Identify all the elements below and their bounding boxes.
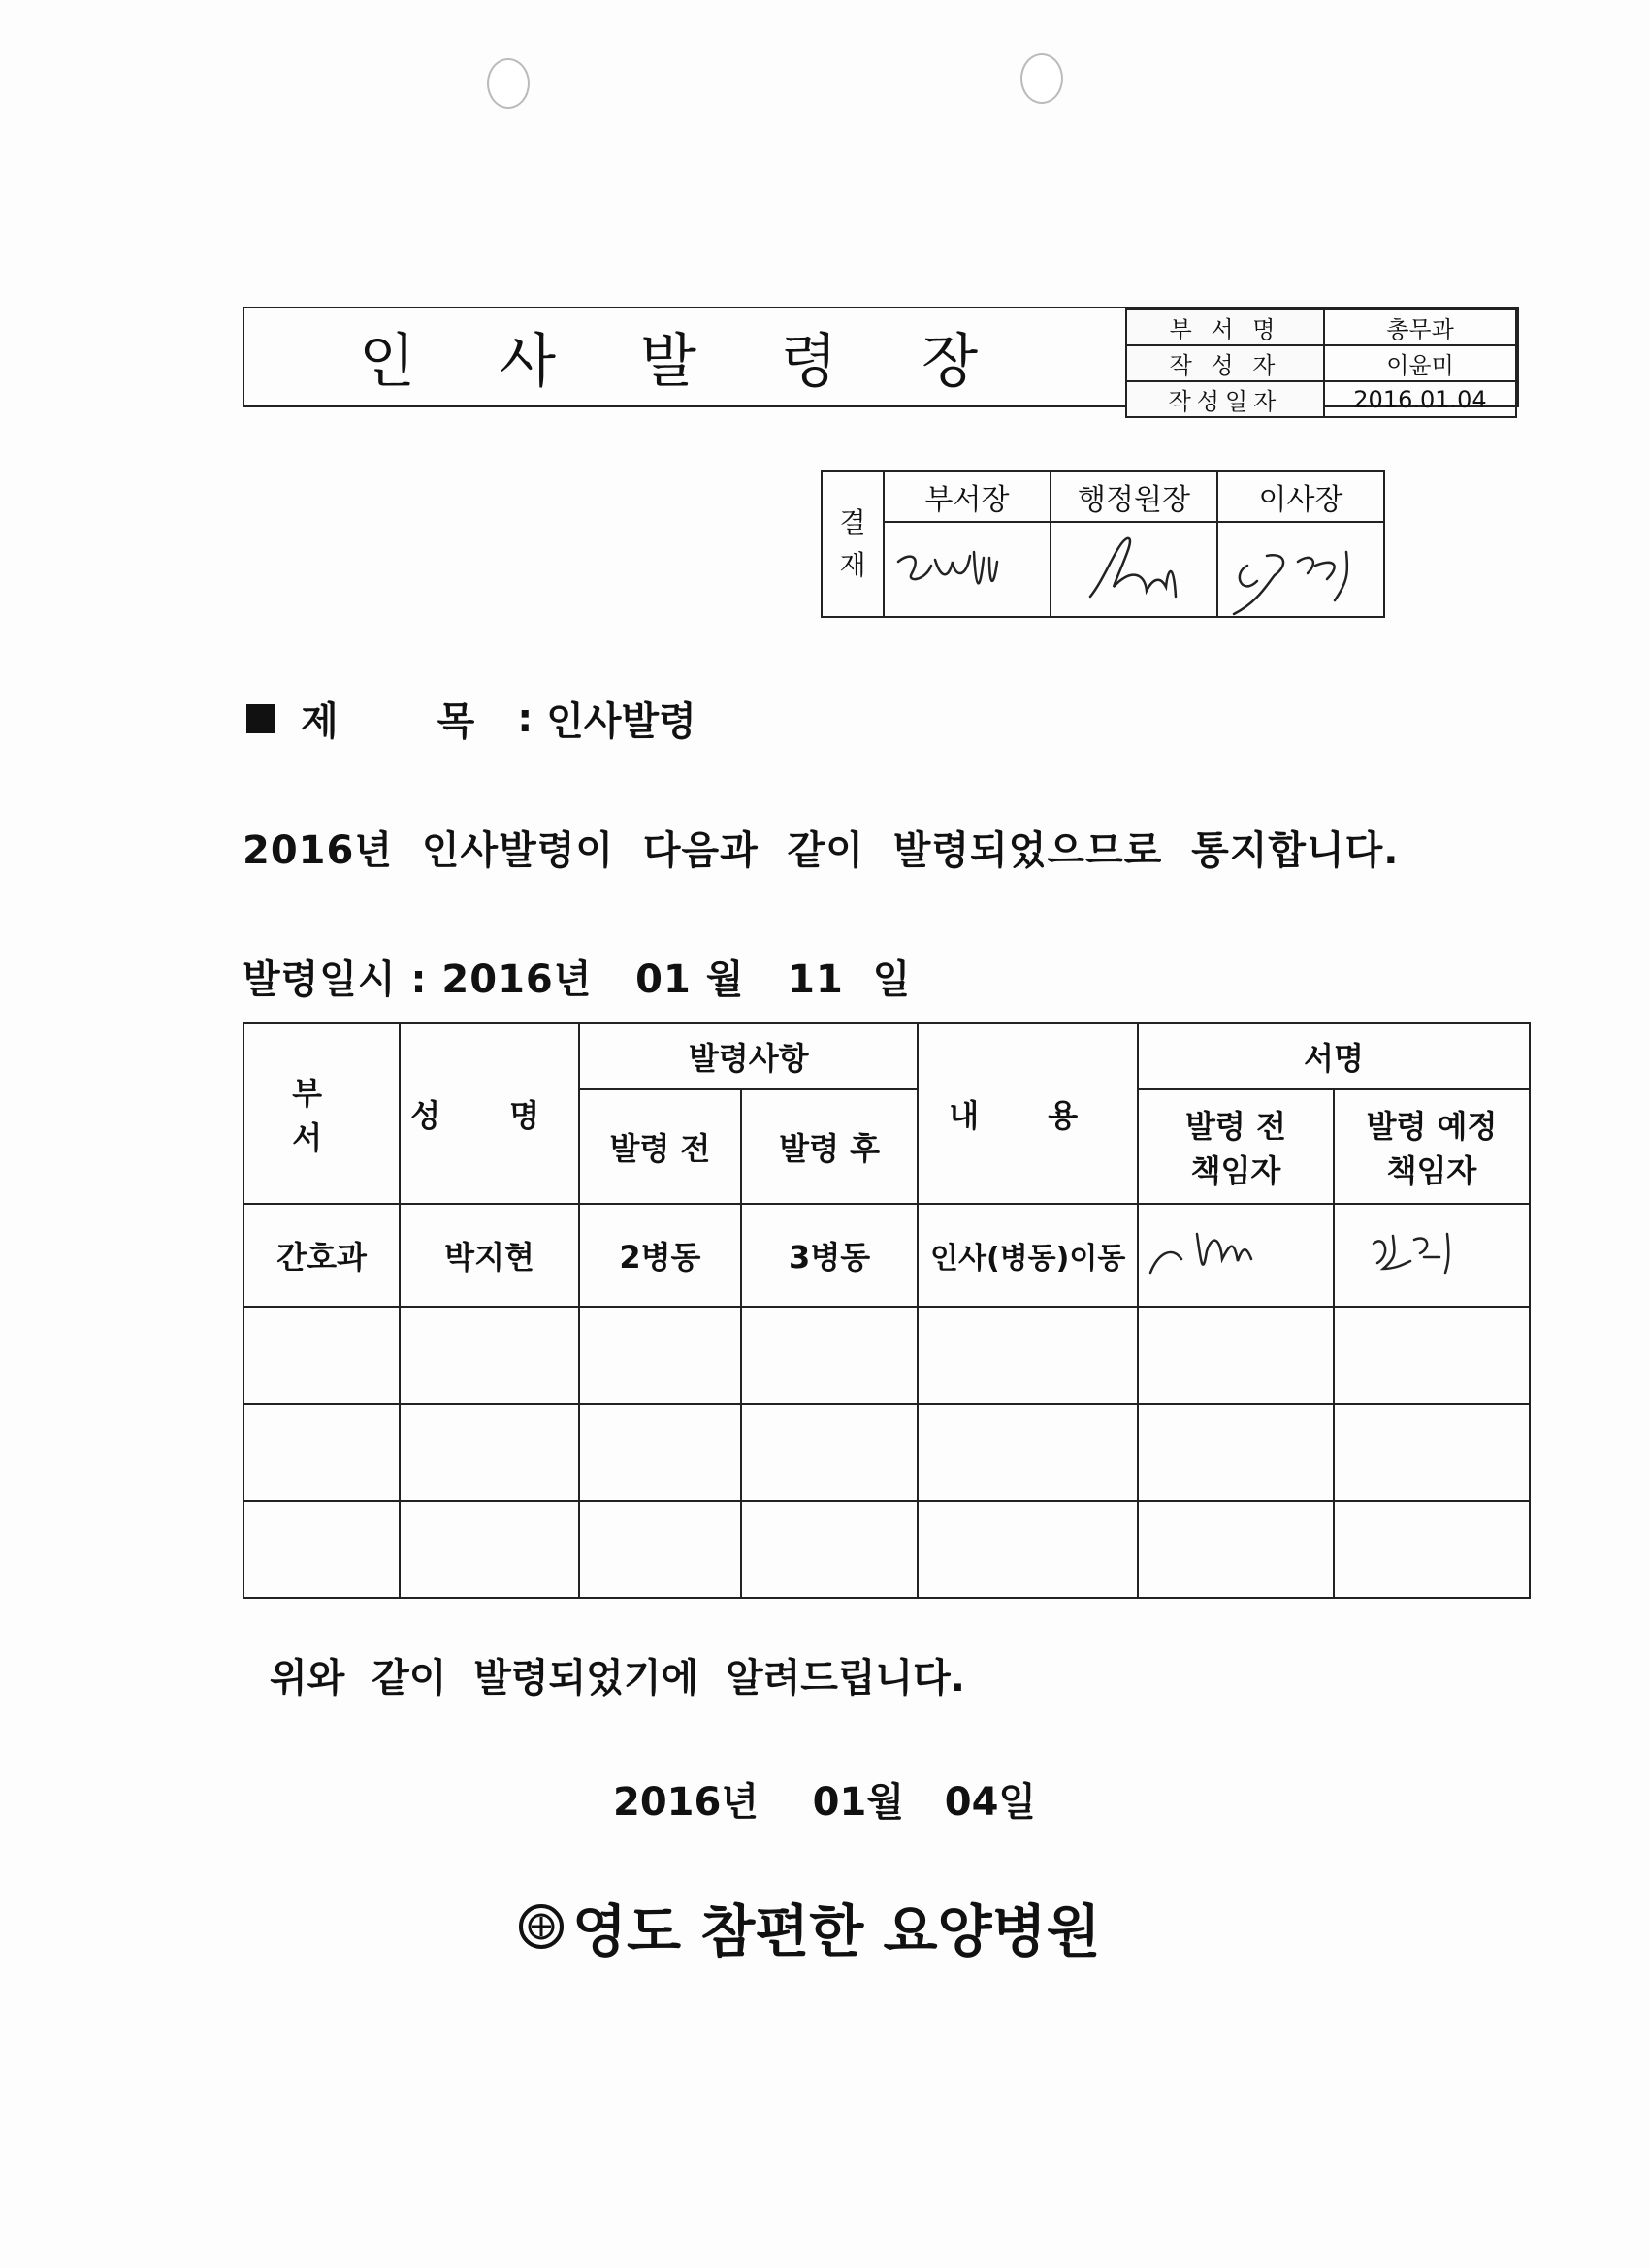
organization-name: [518, 1886, 1101, 1967]
body-text: 2016년 인사발령이 다음과 같이 발령되었으므로 통지합니다.: [242, 828, 1400, 873]
document-title: 인 사 발 령 장: [358, 328, 1012, 396]
meta-label-date: 작성일자: [1126, 381, 1324, 417]
header-after: 발령 후: [741, 1089, 919, 1204]
cell-after: 3병동: [741, 1204, 919, 1307]
header-content: 내 용: [918, 1023, 1138, 1204]
approval-side-char-2: 재: [839, 549, 866, 581]
subject-colon: :: [517, 696, 534, 741]
approval-side-label: [822, 471, 884, 617]
issue-date: 2016년 01월 04일: [613, 1780, 1037, 1825]
subject-label: 제 목: [301, 699, 518, 744]
black-square-bullet-icon: [246, 704, 275, 733]
approval-signature-chairman: [1217, 522, 1384, 617]
approval-signature-admin-director: [1051, 522, 1217, 617]
cell-department: 간호과: [243, 1204, 400, 1307]
punch-hole: [487, 58, 530, 109]
closing-text: 위와 같이 발령되었기에 알려드립니다.: [270, 1656, 965, 1701]
organization-label: 영도 참편한 요양병원: [572, 1898, 1101, 1964]
cell-sign-before: [1138, 1204, 1334, 1307]
header-box: [242, 307, 1519, 415]
hospital-emblem-icon: [518, 1903, 565, 1950]
handwritten-signature: [1139, 1205, 1333, 1298]
table-row: [243, 1404, 1530, 1501]
approval-side-char-1: 결: [839, 506, 866, 538]
handwritten-signature: [1218, 523, 1383, 616]
table-row: [243, 1307, 1530, 1404]
header-sign-after: 발령 예정 책임자: [1334, 1089, 1530, 1204]
header-order-items: 발령사항: [579, 1023, 918, 1089]
header-signature: 서명: [1138, 1023, 1530, 1089]
subject-value: 인사발령: [546, 699, 696, 744]
punch-hole: [1020, 53, 1063, 104]
handwritten-signature: [885, 523, 1050, 616]
meta-label-department: 부 서 명: [1126, 309, 1324, 345]
meta-value-department: 총무과: [1324, 309, 1516, 345]
cell-sign-after: [1334, 1204, 1530, 1307]
subject-line: [246, 691, 696, 746]
table-row: [243, 1204, 1530, 1307]
issue-datetime-line: 발령일시 : 2016년 01 월 11 일: [242, 957, 912, 1002]
cell-before: 2병동: [579, 1204, 741, 1307]
header-before: 발령 전: [579, 1089, 741, 1204]
meta-table: [1125, 308, 1517, 418]
personnel-order-table: [242, 1022, 1531, 1599]
approval-role-dept-head: 부서장: [884, 471, 1051, 522]
approval-box: [821, 470, 1385, 618]
approval-role-admin-director: 행정원장: [1051, 471, 1217, 522]
approval-role-chairman: 이사장: [1217, 471, 1384, 522]
handwritten-signature: [1335, 1205, 1529, 1298]
handwritten-signature: [1051, 523, 1216, 616]
meta-value-author: 이윤미: [1324, 345, 1516, 381]
approval-signature-dept-head: [884, 522, 1051, 617]
header-sign-before: 발령 전 책임자: [1138, 1089, 1334, 1204]
meta-label-author: 작 성 자: [1126, 345, 1324, 381]
table-row: [243, 1501, 1530, 1598]
header-department: 부 서: [243, 1023, 400, 1204]
cell-content: 인사(병동)이동: [918, 1204, 1138, 1307]
meta-value-date: 2016.01.04: [1324, 381, 1516, 417]
cell-name: 박지현: [400, 1204, 579, 1307]
header-name: 성 명: [400, 1023, 579, 1204]
